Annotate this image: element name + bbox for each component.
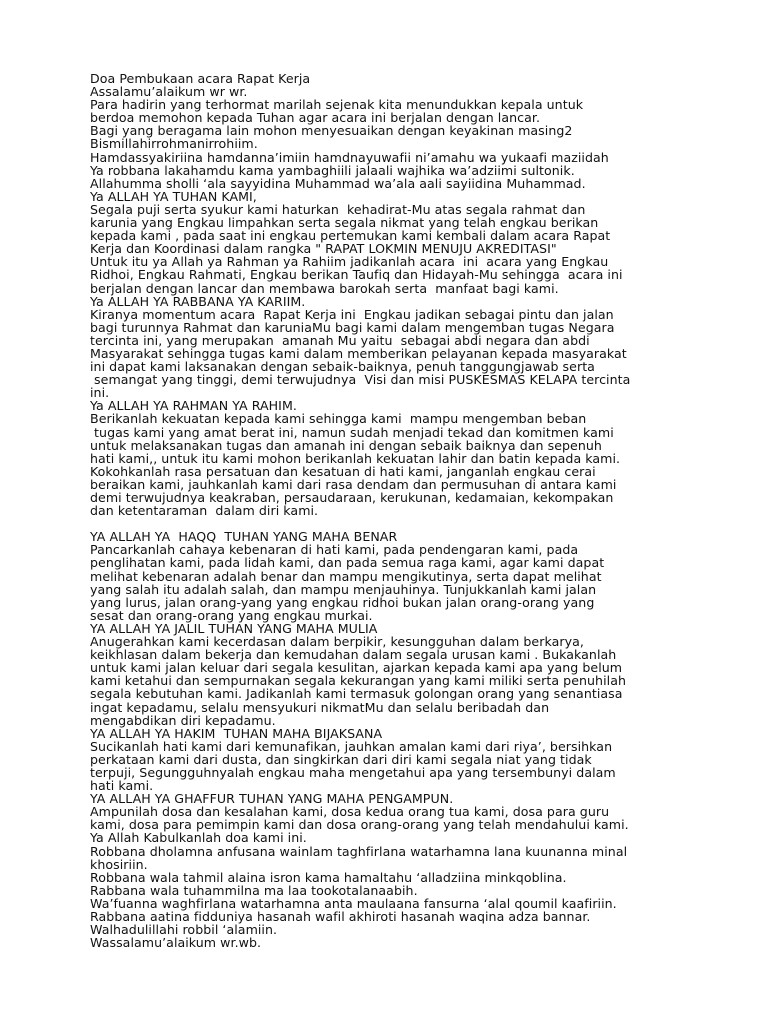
text-line: Robbana wala tahmil alaina isron kama hamaltahu ‘alladziina minkqoblina.: [90, 869, 567, 885]
text-line: ingat kepadamu, selalu mensyukuri nikmatMu dan selalu beribadah dan: [90, 699, 550, 715]
text-line: YA ALLAH YA JALIL TUHAN YANG MAHA MULIA: [90, 620, 378, 636]
text-line: Ridhoi, Engkau Rahmati, Engkau berikan Taufiq dan Hidayah-Mu sehingga acara ini: [90, 267, 623, 283]
text-line: ini.: [90, 385, 110, 401]
text-line: Ya ALLAH YA RABBANA YA KARIIM.: [90, 293, 306, 309]
text-line: Ya ALLAH YA TUHAN KAMI,: [90, 188, 257, 204]
text-line: Kerja dan Koordinasi dalam rangka " RAPAT LOKMIN MENUJU AKREDITASI": [90, 241, 557, 257]
text-line: Anugerahkan kami kecerdasan dalam berpikir, kesungguhan dalam berkarya,: [90, 634, 584, 650]
text-line: hati kami.: [90, 778, 154, 794]
text-line: semangat yang tinggi, demi terwujudnya Visi dan misi PUSKESMAS KELAPA tercinta: [90, 372, 631, 388]
text-line: kepada kami , pada saat ini engkau pertemukan kami kembali dalam acara Rapat: [90, 228, 611, 244]
text-line: perkataan kami dari dusta, dan singkirkan dari diri kami segala niat yang tidak: [90, 751, 592, 767]
text-line: berdoa memohon kepada Tuhan agar acara ini berjalan dengan lancar.: [90, 110, 541, 126]
text-line: tercinta ini, yang merupakan amanah Mu yaitu sebagai abdi negara dan abdi: [90, 332, 590, 348]
text-line: melihat kebenaran adalah benar dan mampu mengikutinya, serta dapat melihat: [90, 568, 602, 584]
text-line: Sucikanlah hati kami dari kemunafikan, jauhkan amalan kami dari riya’, bersihkan: [90, 738, 613, 754]
text-line: Allahumma sholli ‘ala sayyidina Muhammad wa’ala aali sayiidina Muhammad.: [90, 175, 586, 191]
text-line: keikhlasan dalam bekerja dan kemudahan dalam segala urusan kami . Bukakanlah: [90, 647, 617, 663]
text-line: Ya ALLAH YA RAHMAN YA RAHIM.: [90, 398, 297, 414]
text-line: Rabbana aatina fidduniya hasanah wafil akhiroti hasanah waqina adza bannar.: [90, 909, 591, 924]
text-line: sesat dan orang-orang yang engkau murkai.: [90, 607, 373, 623]
text-line: mengabdikan diri kepadamu.: [90, 712, 276, 728]
text-line: Rabbana wala tuhammilna ma laa tookotalanaabih.: [90, 882, 418, 898]
text-line: kami, dosa para pemimpin kami dan dosa orang-orang yang telah mendahului kami.: [90, 817, 629, 833]
text-line: Bagi yang beragama lain mohon menyesuaikan dengan keyakinan masing2: [90, 123, 573, 139]
text-line: yang lurus, jalan orang-yang yang engkau ridhoi bukan jalan orang-orang yang: [90, 594, 595, 610]
text-line: Segala puji serta syukur kami haturkan kehadirat-Mu atas segala rahmat dan: [90, 201, 586, 217]
text-line: Assalamu’alaikum wr wr.: [90, 84, 248, 100]
text-line: Wassalamu’alaikum wr.wb.: [90, 935, 262, 951]
text-line: YA ALLAH YA HAQQ TUHAN YANG MAHA BENAR: [90, 529, 398, 545]
text-line: Hamdassyakiriina hamdanna’imiin hamdnayuwafii ni’amahu wa yukaafi maziidah: [90, 149, 609, 165]
text-line: Wa’fuanna waghfirlana watarhamna anta maulaana fansurna ‘alal qoumil kaafiriin.: [90, 895, 617, 911]
text-line: Kokohkanlah rasa persatuan dan kesatuan di hati kami, janganlah engkau cerai: [90, 463, 596, 479]
text-line: Para hadirin yang terhormat marilah sejenak kita menundukkan kepala untuk: [90, 97, 584, 113]
text-line: Bismillahirrohmanirrohiim.: [90, 136, 258, 152]
text-line: berjalan dengan lancar dan membawa barokah serta manfaat bagi kami.: [90, 280, 559, 296]
text-line: ini dapat kami laksanakan dengan sebaik-baiknya, penuh tanggungjawab serta: [90, 359, 595, 375]
text-line: Masyarakat sehingga tugas kami dalam memberikan pelayanan kepada masyarakat: [90, 345, 627, 361]
text-line: yang salah itu adalah salah, dan mampu menjauhinya. Tunjukkanlah kami jalan: [90, 581, 597, 597]
text-line: khosiriin.: [90, 856, 148, 872]
text-line: YA ALLAH YA GHAFFUR TUHAN YANG MAHA PENGAMPUN.: [90, 791, 454, 807]
text-line: tugas kami yang amat berat ini, namun sudah menjadi tekad dan komitmen kami: [90, 424, 614, 440]
text-line: Ampunilah dosa dan kesalahan kami, dosa kedua orang tua kami, dosa para guru: [90, 804, 610, 820]
text-line: Kiranya momentum acara Rapat Kerja ini Engkau jadikan sebagai pintu dan jalan: [90, 306, 614, 322]
text-line: bagi turunnya Rahmat dan karuniaMu bagi kami dalam mengemban tugas Negara: [90, 319, 615, 335]
text-line: terpuji, Segungguhnyalah engkau maha mengetahui apa yang tersembunyi dalam: [90, 764, 616, 780]
text-line: Pancarkanlah cahaya kebenaran di hati kami, pada pendengaran kami, pada: [90, 542, 579, 558]
text-line: YA ALLAH YA HAKIM TUHAN MAHA BIJAKSANA: [90, 725, 383, 741]
text-line: hati kami,, untuk itu kami mohon berikanlah kekuatan lahir dan batin kepada kami.: [90, 450, 621, 466]
text-line: penglihatan kami, pada lidah kami, dan pada semua raga kami, agar kami dapat: [90, 555, 605, 571]
text-line: Berikanlah kekuatan kepada kami sehingga kami mampu mengemban beban: [90, 411, 587, 427]
text-line: Ya Allah Kabulkanlah doa kami ini.: [90, 830, 307, 846]
text-line: dan ketentaraman dalam diri kami.: [90, 503, 319, 519]
text-line: segala kebutuhan kami. Jadikanlah kami termasuk golongan orang yang senantiasa: [90, 686, 623, 702]
text-line: Untuk itu ya Allah ya Rahman ya Rahiim jadikanlah acara ini acara yang Engkau: [90, 254, 609, 270]
text-line: untuk melaksanakan tugas dan amanah ini dengan sebaik baiknya dan sepenuh: [90, 437, 602, 453]
document-body: [90, 72, 680, 949]
text-line: Ya robbana lakahamdu kama yambaghiili jalaali wajhika wa’adziimi sultonik.: [90, 162, 575, 178]
text-line: karunia yang Engkau limpahkan serta segala nikmat yang telah engkau berikan: [90, 215, 599, 231]
text-line: demi terwujudnya keakraban, persaudaraan, kerukunan, kedamaian, kekompakan: [90, 490, 614, 505]
text-line: beraikan kami, jauhkanlah kami dari rasa dendam dan permusuhan di antara kami: [90, 476, 617, 492]
text-line: Walhadulillahi robbil ‘alamiin.: [90, 922, 278, 938]
text-line: Robbana dholamna anfusana wainlam taghfirlana watarhamna lana kuunanna minal: [90, 843, 628, 859]
text-line: Doa Pembukaan acara Rapat Kerja: [90, 71, 311, 86]
text-line: untuk kami jalan keluar dari segala kesulitan, ajarkan kepada kami apa yang belum: [90, 660, 623, 676]
text-line: kami ketahui dan sempurnakan segala kekurangan yang kami miliki serta penuhilah: [90, 673, 626, 689]
